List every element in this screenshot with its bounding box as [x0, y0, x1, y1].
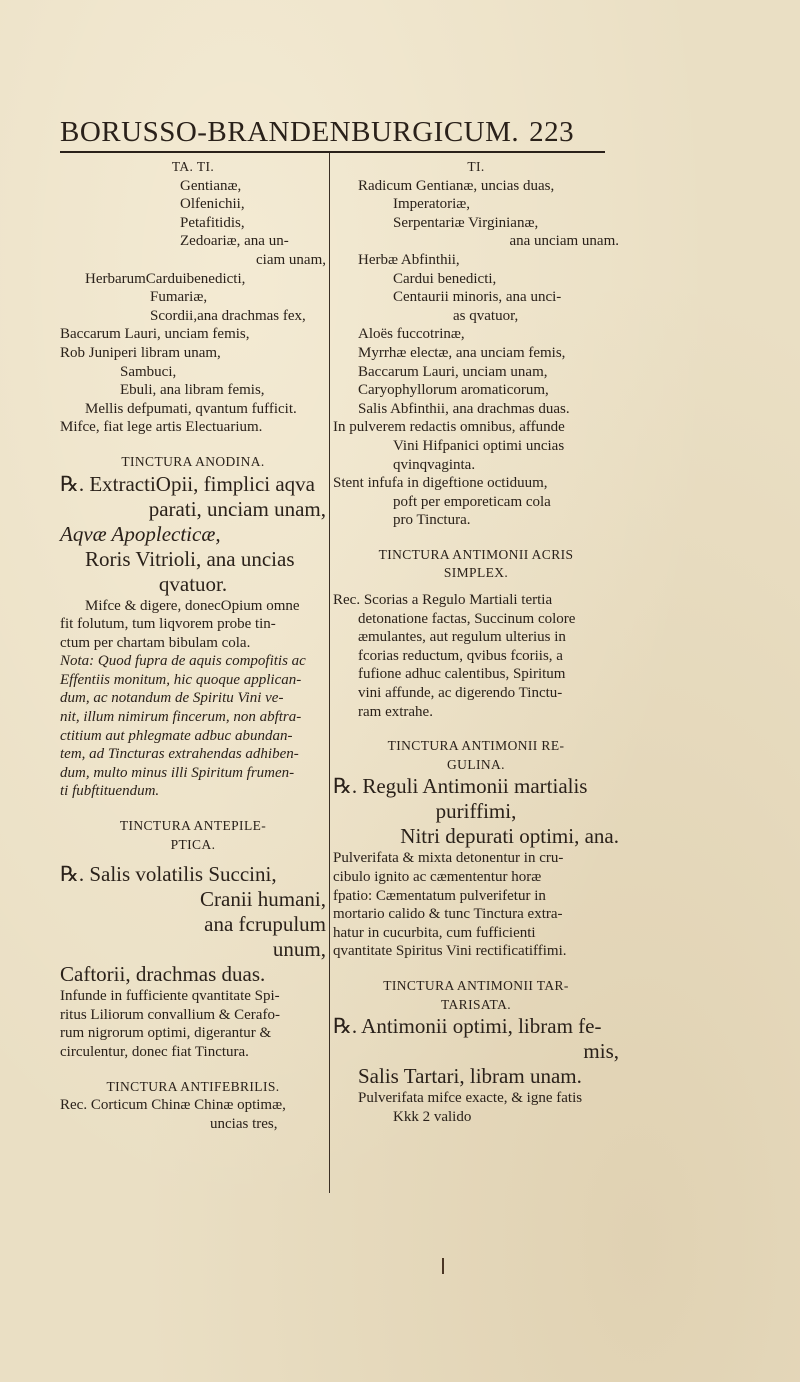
text-line: Rec. Scorias a Regulo Martiali tertia: [333, 592, 553, 609]
text-line: Sambuci,: [120, 363, 177, 380]
text-line: ti fubftituendum.: [60, 783, 160, 800]
text-line: poft per emporeticam cola: [393, 493, 551, 510]
text-line: Scordii,ana drachmas fex,: [150, 307, 306, 324]
text-line: Serpentariæ Virginianæ,: [393, 214, 539, 231]
text-line: ram extrahe.: [358, 703, 433, 720]
spacer: [333, 961, 619, 977]
text-line: ctitium aut phlegmate adbuc abundan-: [60, 727, 293, 744]
right-column: [333, 158, 619, 1126]
text-line: Vini Hifpanici optimi uncias: [393, 437, 565, 454]
spacer: [333, 583, 619, 591]
text-line: ana fcrupulum: [204, 912, 326, 937]
text-line: ana unciam unam.: [509, 233, 619, 250]
text-line: hatur in cucurbita, cum fufficienti: [333, 924, 536, 941]
text-line: PTICA.: [170, 836, 216, 852]
text-line: Ebuli, ana libram femis,: [120, 382, 265, 399]
text-line: as qvatuor,: [453, 307, 519, 324]
running-title: BORUSSO-BRANDENBURGICUM.: [60, 116, 520, 148]
spacer: [333, 721, 619, 737]
text-line: mortario calido & tunc Tinctura extra-: [333, 906, 563, 923]
text-line: Baccarum Lauri, unciam femis,: [60, 326, 250, 343]
text-line: parati, unciam unam,: [148, 496, 326, 521]
running-header: [60, 116, 640, 149]
page-number: 223: [529, 116, 575, 148]
text-line: TINCTURA ANODINA.: [121, 453, 265, 469]
text-line: TINCTURA ANTIMONII RE-: [387, 738, 565, 754]
text-line: rum nigrorum optimi, digerantur &: [60, 1025, 272, 1042]
text-line: puriffimi,: [435, 799, 517, 824]
spacer: [60, 854, 326, 862]
text-line: æmulantes, aut regulum ulterius in: [358, 629, 566, 646]
text-line: Salis Abfinthii, ana drachmas duas.: [358, 400, 570, 417]
text-line: Mifce, fiat lege artis Electuarium.: [60, 419, 263, 436]
text-line: Nitri depurati optimi, ana.: [400, 824, 619, 849]
text-line: ctum per chartam bibulam cola.: [60, 634, 251, 651]
left-column: [60, 158, 326, 1133]
text-line: Mellis defpumati, qvantum fufficit.: [85, 400, 297, 417]
text-line: cibulo ignito ac cæmententur horæ: [333, 869, 542, 885]
text-line: Roris Vitrioli, ana uncias: [85, 546, 295, 571]
text-line: fufione adhuc calentibus, Spiritum: [358, 666, 566, 683]
text-line: detonatione factas, Succinum colore: [358, 610, 576, 627]
text-line: uncias tres,: [210, 1115, 278, 1132]
spacer: [60, 1062, 326, 1078]
text-line: Myrrhæ electæ, ana unciam femis,: [358, 344, 566, 361]
text-line: qvantitate Spiritus Vini rectificatiffimi.: [333, 943, 567, 960]
column-divider: [329, 153, 330, 1193]
text-line: Caryophyllorum aromaticorum,: [358, 382, 549, 399]
spacer: [60, 437, 326, 453]
text-line: nit, illum nimirum fincerum, non abftra-: [60, 709, 302, 726]
text-line: ℞. Salis volatilis Succini,: [60, 862, 277, 887]
text-line: Imperatoriæ,: [393, 196, 471, 213]
text-line: ℞. ExtractiOpii, fimplici aqva: [60, 471, 316, 496]
text-line: TINCTURA ANTIMONII ACRIS: [378, 546, 574, 562]
ink-mark: [442, 1258, 444, 1274]
text-line: fcorias reductum, qvibus fcoriis, a: [358, 647, 563, 664]
text-line: Salis Tartari, libram unam.: [358, 1064, 582, 1089]
text-line: Rec. Corticum Chinæ Chinæ optimæ,: [60, 1097, 286, 1114]
text-line: fpatio: Cæmentatum pulverifetur in: [333, 887, 546, 904]
text-line: HerbarumCarduibenedicti,: [85, 270, 246, 287]
text-line: SIMPLEX.: [443, 565, 509, 581]
text-line: Herbæ Abfinthii,: [358, 251, 460, 268]
text-line: Olfenichii,: [180, 196, 245, 213]
text-line: Mifce & digere, donecOpium omne: [85, 597, 300, 614]
text-line: Aloës fuccotrinæ,: [358, 326, 465, 343]
text-line: Radicum Gentianæ, uncias duas,: [358, 177, 555, 194]
text-line: TINCTURA ANTEPILE-: [119, 818, 267, 834]
text-line: TINCTURA ANTIMONII TAR-: [383, 977, 569, 993]
text-line: In pulverem redactis omnibus, affunde: [333, 419, 565, 436]
text-line: Infunde in fufficiente qvantitate Spi-: [60, 988, 280, 1005]
text-line: mis,: [583, 1039, 619, 1064]
text-line: qvinqvaginta.: [393, 456, 476, 473]
text-line: qvatuor.: [158, 571, 228, 596]
text-line: ℞. Reguli Antimonii martialis: [333, 774, 588, 799]
text-line: Aqvæ Apoplecticæ,: [60, 521, 221, 546]
spacer: [333, 530, 619, 546]
text-line: Effentiis monitum, hic quoque applican-: [60, 671, 302, 688]
text-line: TA. TI.: [171, 159, 215, 174]
text-line: tem, ad Tincturas extrahendas adhiben-: [60, 746, 299, 763]
spacer: [60, 801, 326, 817]
text-line: unum,: [272, 937, 326, 962]
text-line: TI.: [467, 159, 485, 174]
text-line: Kkk 2 valido: [393, 1108, 472, 1125]
text-line: GULINA.: [447, 756, 505, 772]
text-line: vini affunde, ac digerendo Tinctu-: [358, 685, 563, 702]
text-line: Stent infufa in digeftione octiduum,: [333, 475, 548, 492]
text-line: Cardui benedicti,: [393, 270, 497, 287]
text-line: Gentianæ,: [180, 177, 242, 194]
text-line: ℞. Antimonii optimi, libram fe-: [333, 1014, 602, 1039]
text-line: Zedoariæ, ana un-: [180, 233, 289, 250]
text-line: pro Tinctura.: [393, 512, 471, 529]
text-line: Centaurii minoris, ana unci-: [393, 289, 562, 306]
text-line: Baccarum Lauri, unciam unam,: [358, 363, 548, 380]
text-line: ciam unam,: [256, 251, 326, 268]
header-rule: [60, 151, 605, 153]
text-line: dum, ac notandum de Spiritu Vini ve-: [60, 690, 284, 707]
text-line: Cranii humani,: [200, 887, 326, 912]
text-line: circulentur, donec fiat Tinctura.: [60, 1044, 249, 1060]
text-line: Pulverifata mifce exacte, & igne fatis: [358, 1090, 583, 1107]
text-line: TINCTURA ANTIFEBRILIS.: [106, 1078, 280, 1094]
text-line: Pulverifata & mixta detonentur in cru-: [333, 850, 564, 867]
text-line: Fumariæ,: [150, 289, 208, 306]
text-line: Rob Juniperi libram unam,: [60, 344, 221, 361]
text-line: Petafitidis,: [180, 214, 245, 231]
text-line: dum, multo minus illi Spiritum frumen-: [60, 764, 295, 781]
text-line: ritus Liliorum convallium & Cerafo-: [60, 1006, 280, 1023]
text-line: fit folutum, tum liqvorem probe tin-: [60, 616, 276, 633]
text-line: Nota: Quod fupra de aquis compofitis ac: [60, 653, 306, 670]
text-line: Caftorii, drachmas duas.: [60, 962, 266, 987]
text-line: TARISATA.: [440, 996, 512, 1012]
